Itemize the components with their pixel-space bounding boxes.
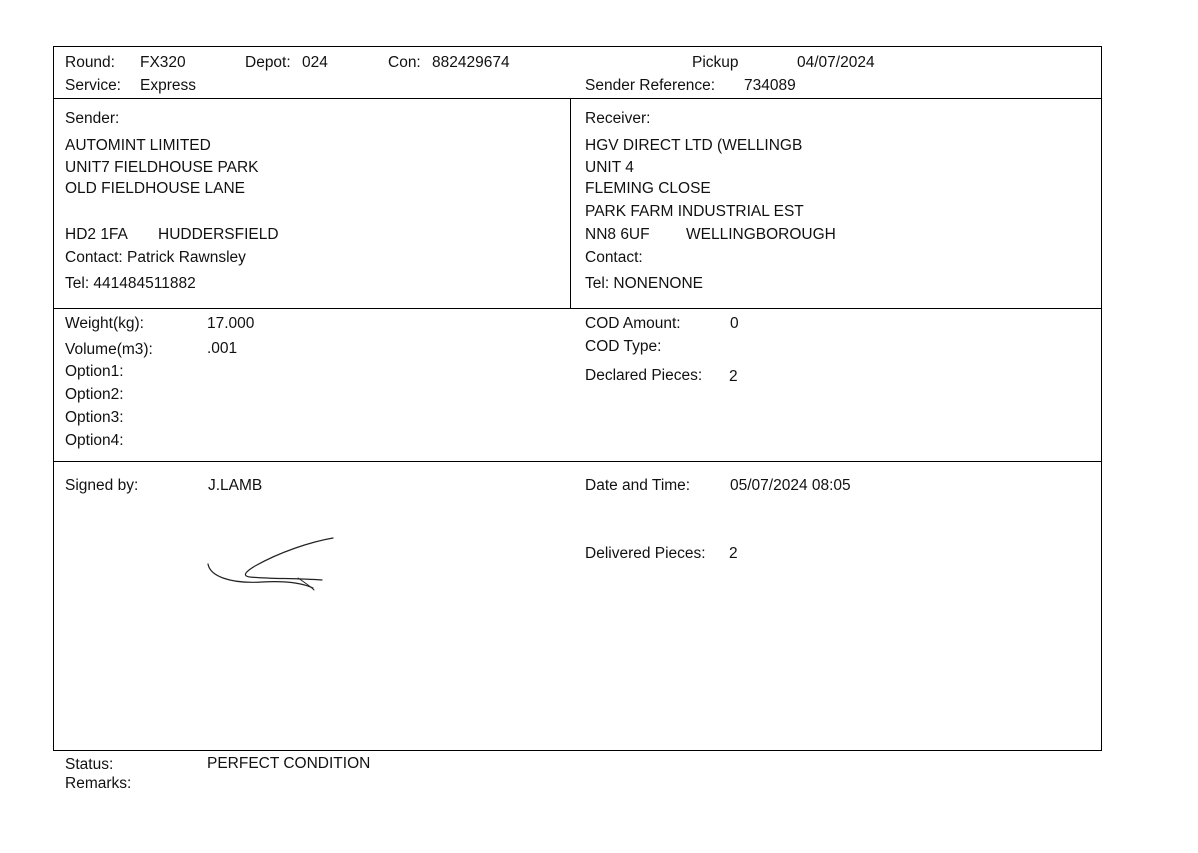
delivered-pieces-value: 2 xyxy=(729,545,738,562)
sender-contact: Contact: Patrick Rawnsley xyxy=(65,249,246,266)
sender-city: HUDDERSFIELD xyxy=(158,226,279,243)
sender-heading: Sender: xyxy=(65,110,120,127)
sender-tel: Tel: 441484511882 xyxy=(65,275,196,292)
depot-value: 024 xyxy=(302,54,328,71)
sender-address-line2: OLD FIELDHOUSE LANE xyxy=(65,180,246,197)
divider-sender-receiver xyxy=(570,98,571,309)
date-time-value: 05/07/2024 08:05 xyxy=(730,477,851,494)
round-label: Round: xyxy=(65,54,115,71)
option4-label: Option4: xyxy=(65,432,124,449)
delivered-pieces-label: Delivered Pieces: xyxy=(585,545,706,562)
receiver-address-line2: FLEMING CLOSE xyxy=(585,180,711,197)
sender-address-line1: UNIT7 FIELDHOUSE PARK xyxy=(65,159,259,176)
con-value: 882429674 xyxy=(432,54,510,71)
receiver-tel: Tel: NONENONE xyxy=(585,275,703,292)
service-label: Service: xyxy=(65,77,121,94)
option3-label: Option3: xyxy=(65,409,124,426)
receiver-name: HGV DIRECT LTD (WELLINGB xyxy=(585,137,803,154)
cod-amount-label: COD Amount: xyxy=(585,315,681,332)
receiver-city: WELLINGBOROUGH xyxy=(686,226,836,243)
signed-by-value: J.LAMB xyxy=(208,477,263,494)
pickup-label: Pickup xyxy=(692,54,739,71)
service-value: Express xyxy=(140,77,196,94)
receiver-heading: Receiver: xyxy=(585,110,651,127)
weight-label: Weight(kg): xyxy=(65,315,144,332)
divider-consignment xyxy=(53,461,1102,462)
volume-label: Volume(m3): xyxy=(65,341,153,358)
signed-by-label: Signed by: xyxy=(65,477,139,494)
round-value: FX320 xyxy=(140,54,186,71)
volume-value: .001 xyxy=(207,340,238,357)
cod-amount-value: 0 xyxy=(730,315,739,332)
depot-label: Depot: xyxy=(245,54,291,71)
status-value: PERFECT CONDITION xyxy=(207,755,371,772)
receiver-address-line1: UNIT 4 xyxy=(585,159,634,176)
option2-label: Option2: xyxy=(65,386,124,403)
option1-label: Option1: xyxy=(65,363,124,380)
sender-name: AUTOMINT LIMITED xyxy=(65,137,211,154)
con-label: Con: xyxy=(388,54,421,71)
receiver-contact: Contact: xyxy=(585,249,643,266)
remarks-label: Remarks: xyxy=(65,775,132,792)
cod-type-label: COD Type: xyxy=(585,338,662,355)
divider-addresses xyxy=(53,308,1102,309)
declared-pieces-label: Declared Pieces: xyxy=(585,367,703,384)
receiver-postcode: NN8 6UF xyxy=(585,226,650,243)
pickup-date: 04/07/2024 xyxy=(797,54,875,71)
weight-value: 17.000 xyxy=(207,315,255,332)
divider-header xyxy=(53,98,1102,99)
sender-reference-value: 734089 xyxy=(744,77,796,94)
status-label: Status: xyxy=(65,756,114,773)
signature-image xyxy=(200,532,345,596)
receiver-address-line3: PARK FARM INDUSTRIAL EST xyxy=(585,203,804,220)
sender-reference-label: Sender Reference: xyxy=(585,77,716,94)
date-time-label: Date and Time: xyxy=(585,477,691,494)
declared-pieces-value: 2 xyxy=(729,368,738,385)
sender-postcode: HD2 1FA xyxy=(65,226,128,243)
